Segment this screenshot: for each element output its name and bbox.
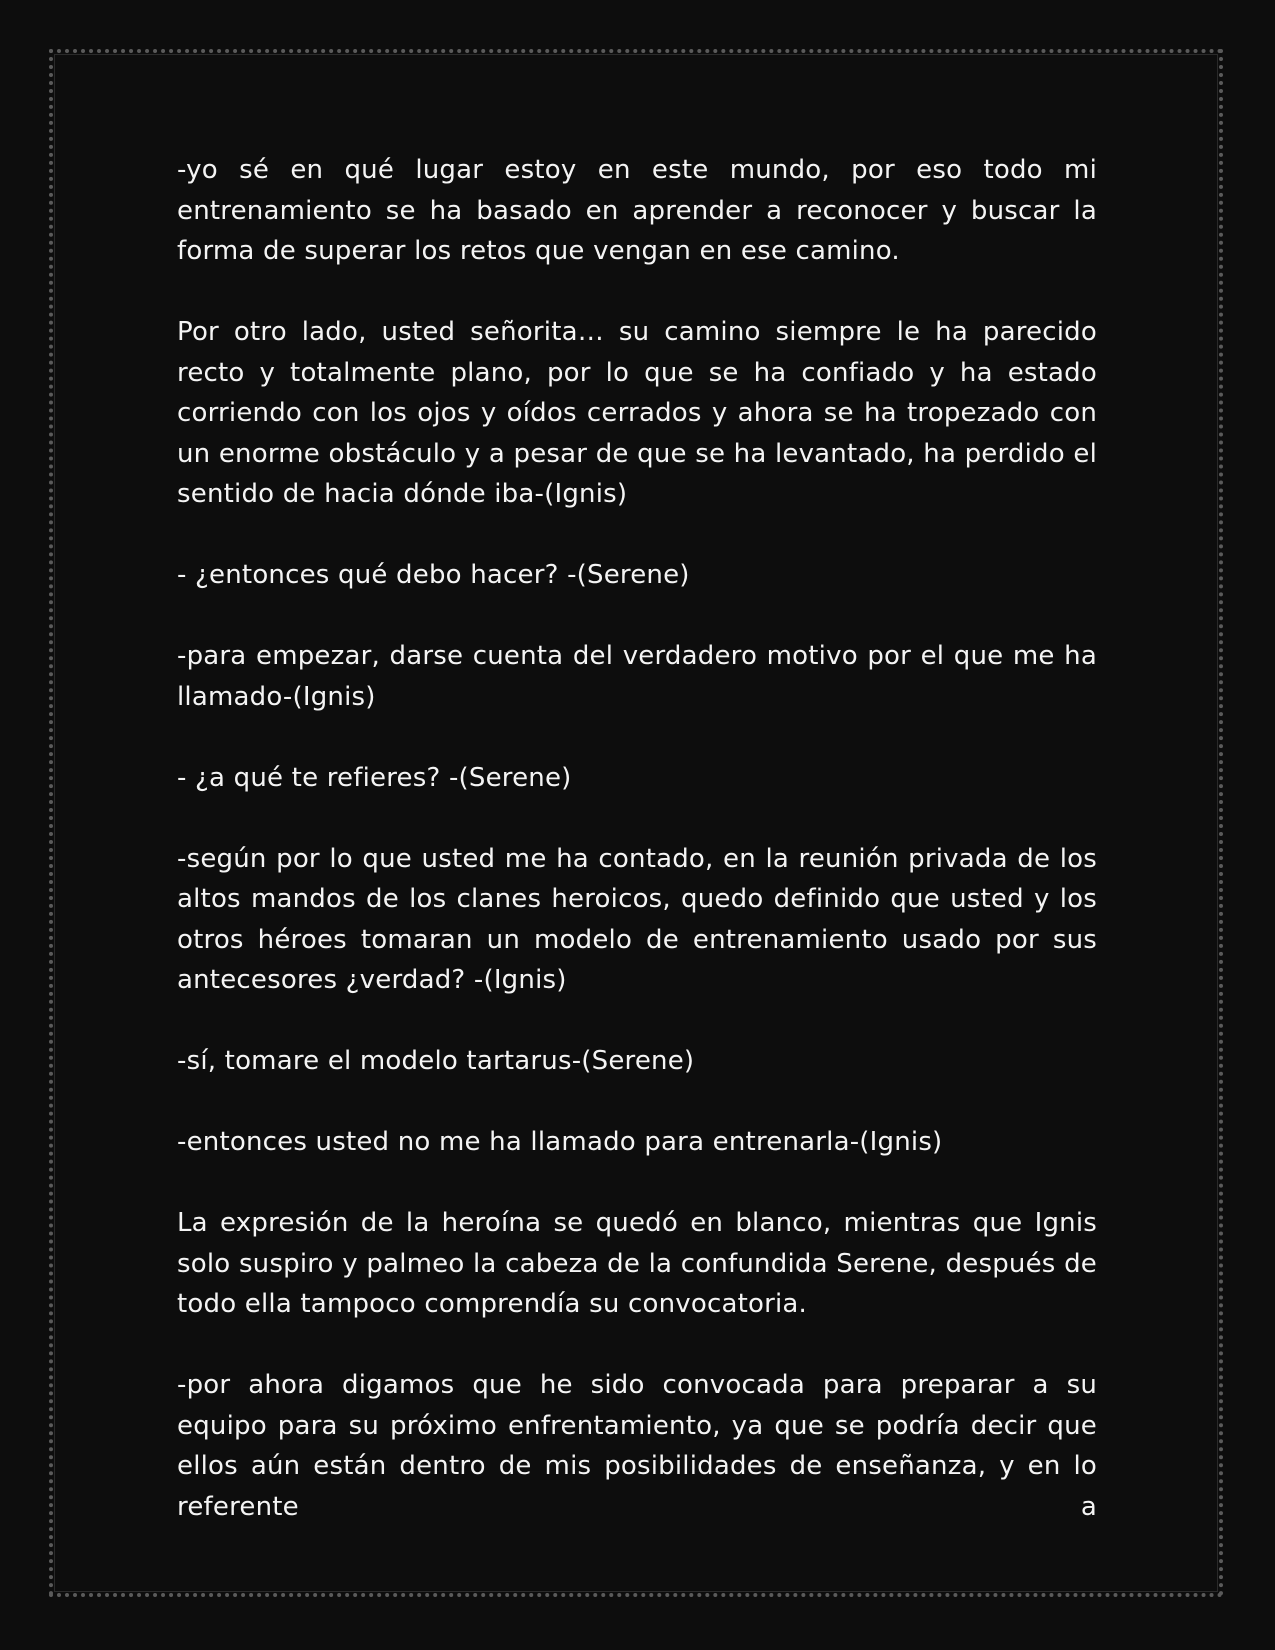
paragraph: -para empezar, darse cuenta del verdadero motivo por el que me ha llamado-(Ignis)	[177, 641, 1097, 712]
paragraph: La expresión de la heroína se quedó en blanco, mientras que Ignis solo suspiro y palmeo la cabeza de la confundida Serene, después de todo ella tampoco comprendía su convocatoria.	[177, 1208, 1097, 1319]
page-text	[177, 150, 1097, 1527]
paragraph: -según por lo que usted me ha contado, en la reunión privada de los altos mandos de los clanes heroicos, quedo definido que usted y los otros héroes tomaran un modelo de entrenamiento usado por sus antecesores ¿verdad? -(Ignis)	[177, 843, 1097, 995]
paragraph: -yo sé en qué lugar estoy en este mundo, por eso todo mi entrenamiento se ha basado en aprender a reconocer y buscar la forma de superar los retos que vengan en ese camino.	[177, 155, 1097, 266]
paragraph: -sí, tomare el modelo tartarus-(Serene)	[177, 1046, 695, 1076]
paragraph: Por otro lado, usted señorita… su camino siempre le ha parecido recto y totalmente plano, por lo que se ha confiado y ha estado corriendo con los ojos y oídos cerrados y ahora se ha tropezado con un enorme obstáculo y a pesar de que se ha levantado, ha perdido el sentido de hacia dónde iba-(Ignis)	[177, 317, 1097, 509]
paragraph: -por ahora digamos que he sido convocada para preparar a su equipo para su próximo enfrentamiento, ya que se podría decir que ellos aún están dentro de mis posibilidades de enseñanza, y en lo referente a	[177, 1370, 1097, 1522]
paragraph: - ¿entonces qué debo hacer? -(Serene)	[177, 560, 690, 590]
paragraph: - ¿a qué te refieres? -(Serene)	[177, 762, 572, 793]
paragraph: -entonces usted no me ha llamado para entrenarla-(Ignis)	[177, 1127, 943, 1157]
